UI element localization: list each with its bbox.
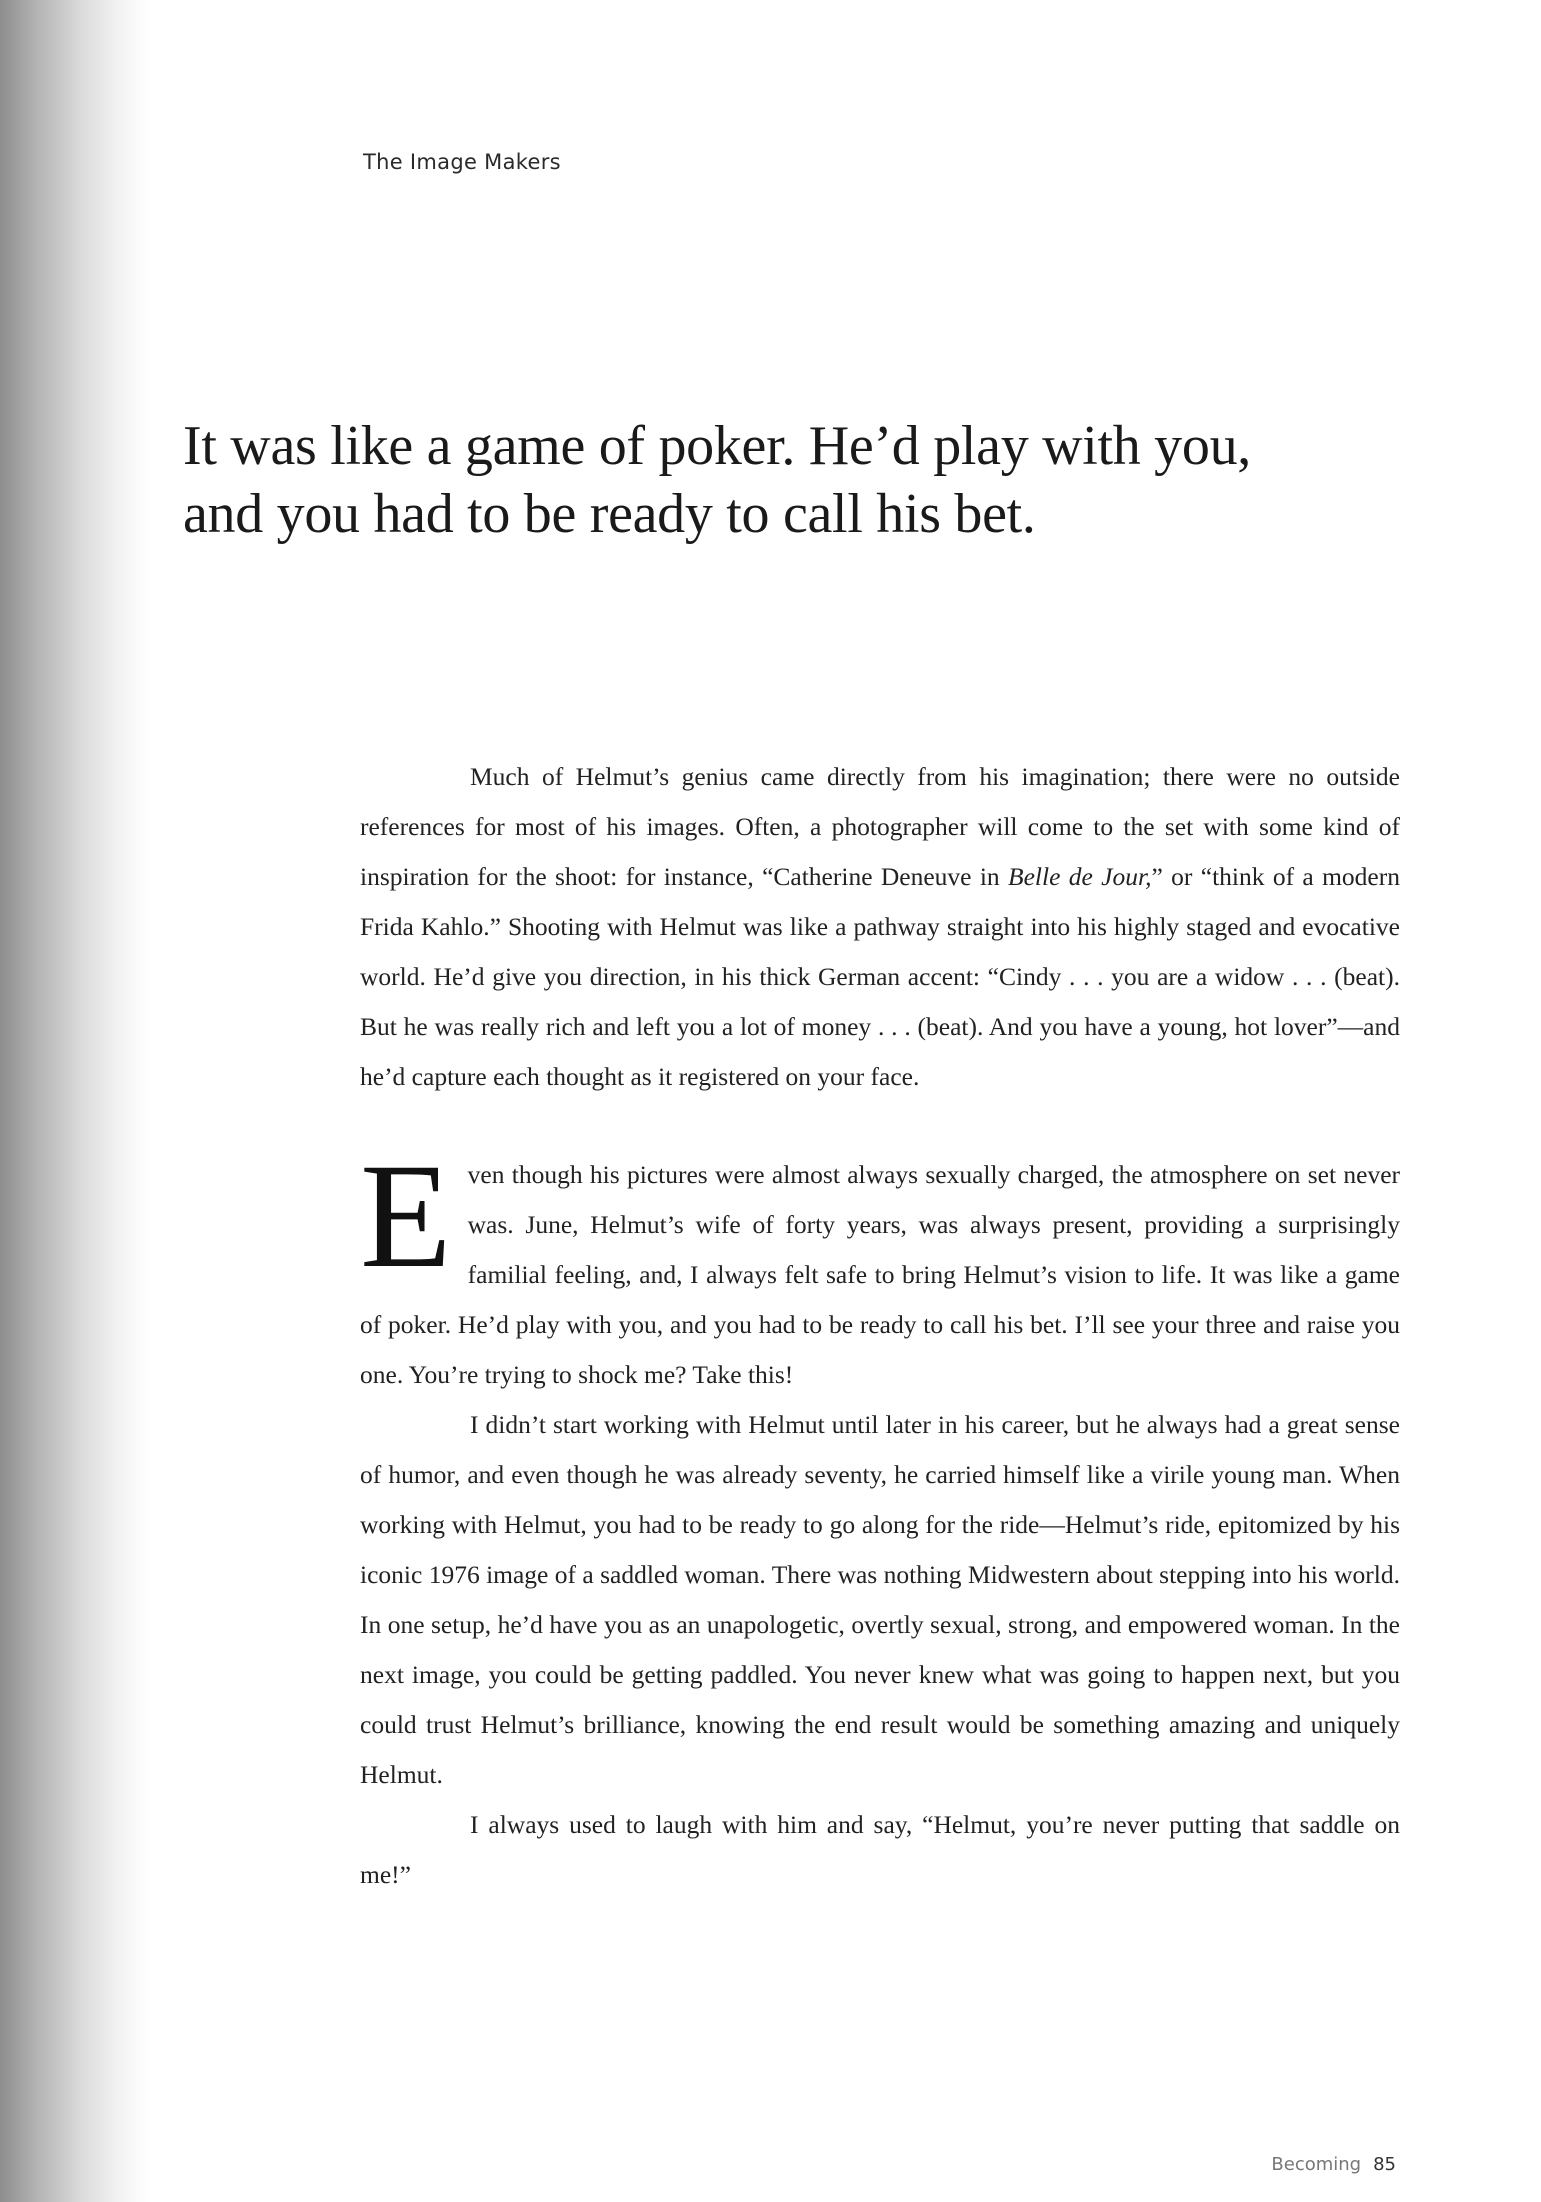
- page-number: 85: [1373, 2154, 1396, 2175]
- page-footer: [1271, 2154, 1396, 2175]
- paragraph-1-text-b: ” or “think of a modern Frida Kahlo.” Shooting with Helmut was like a pathway straight into his highly staged and evocative world. He’d give you direction, in his thick German accent: “Cindy . . . you are a widow . . . (beat). But he was really rich and left you a lot of money . . . (beat). And you have a young, hot lover”—and he’d capture each thought as it registered on your face.: [360, 862, 1400, 1091]
- pull-quote-line-1: It was like a game of poker. He’d play with you,: [183, 415, 1251, 477]
- paragraph-2: [360, 1133, 1400, 1400]
- paragraph-2-text: ven though his pictures were almost always sexually charged, the atmosphere on set never was. June, Helmut’s wife of forty years, was always present, providing a surprisingly familial feeling, and, I always felt safe to bring Helmut’s vision to life. It was like a game of poker. He’d play with you, and you had to be ready to call his bet. I’ll see your three and raise you one. You’re trying to shock me? Take this!: [360, 1160, 1400, 1389]
- paragraph-1-text-a: Much of Helmut’s genius came directly from his imagination; there were no outside references for most of his images. Often, a photographer will come to the set with some kind of inspiration for the shoot: for instance, “Catherine Deneuve in: [360, 762, 1400, 891]
- paragraph-4: I always used to laugh with him and say, “Helmut, you’re never putting that saddle on me!”: [360, 1810, 1400, 1889]
- footer-section-title: Becoming: [1271, 2154, 1362, 2175]
- paragraph-1: [360, 752, 1400, 1102]
- pull-quote-line-2: and you had to be ready to call his bet.: [183, 483, 1036, 545]
- body-text: [360, 752, 1400, 1900]
- film-title-italic: Belle de Jour,: [1008, 862, 1152, 891]
- running-head: The Image Makers: [363, 150, 561, 174]
- pull-quote: [183, 412, 1423, 548]
- paragraph-3: I didn’t start working with Helmut until later in his career, but he always had a great sense of humor, and even though he was already seventy, he carried himself like a virile young man. When working with Helmut, you had to be ready to go along for the ride—Helmut’s ride, epitomized by his iconic 1976 image of a saddled woman. There was nothing Midwestern about stepping into his world. In one setup, he’d have you as an unapologetic, overtly sexual, strong, and empowered woman. In the next image, you could be getting paddled. You never knew what was going to happen next, but you could trust Helmut’s brilliance, knowing the end result would be something amazing and uniquely Helmut.: [360, 1410, 1400, 1789]
- drop-cap: E: [360, 1133, 452, 1299]
